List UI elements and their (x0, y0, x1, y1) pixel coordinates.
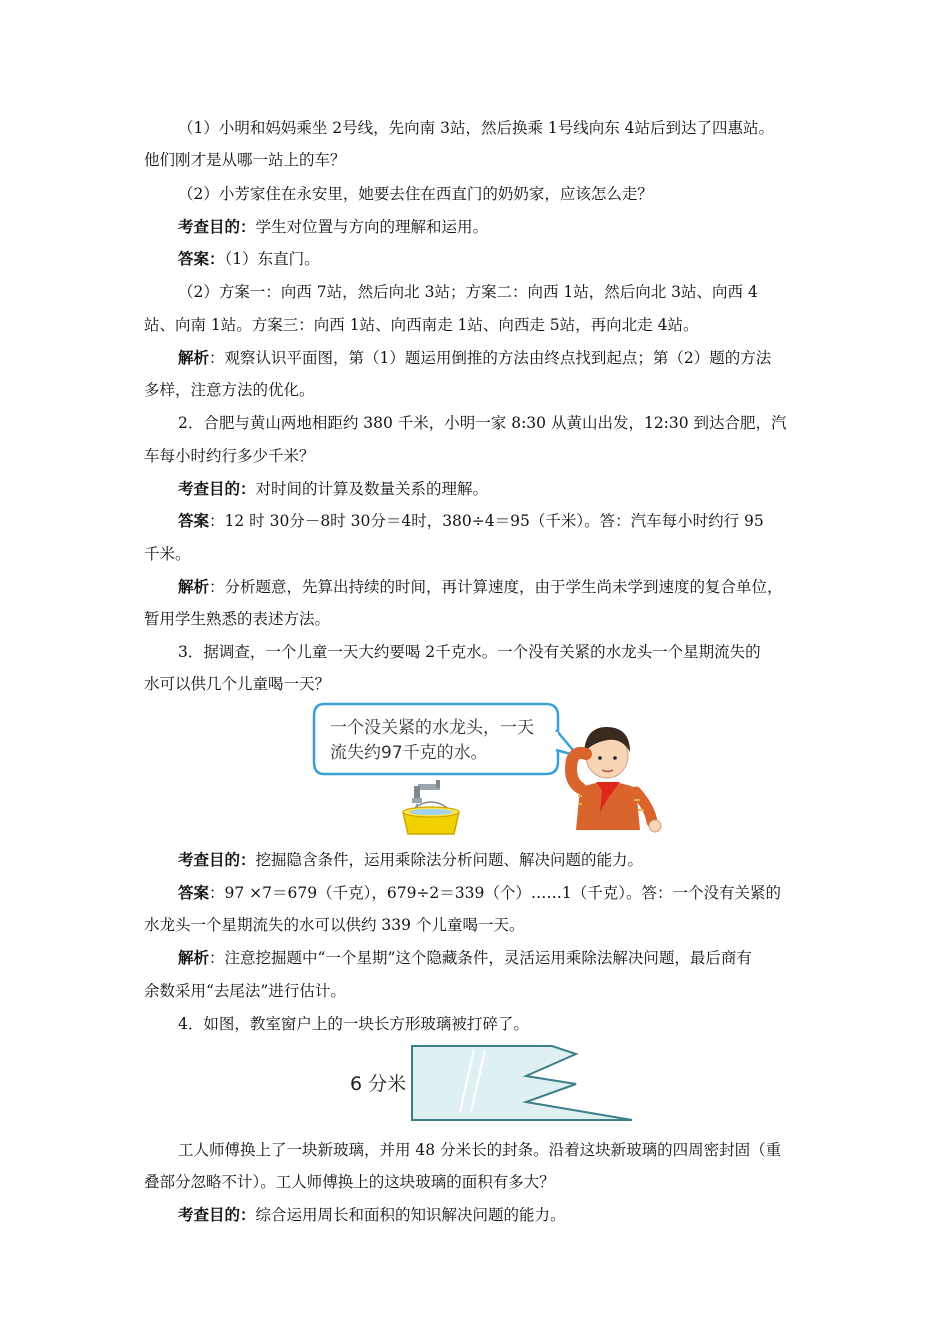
q1-analysis-line2: 多样，注意方法的优化。 (144, 381, 315, 399)
analysis-text: ：分析题意，先算出持续的时间，再计算速度，由于学生尚未学到速度的复合单位， (209, 578, 783, 596)
answer-text: ：97 ×7＝679（千克），679÷2＝339（个）……1（千克）。答：一个没有关紧的 (209, 884, 781, 902)
purpose-text: 综合运用周长和面积的知识解决问题的能力。 (255, 1206, 566, 1224)
analysis-label: 解析 (178, 348, 210, 367)
purpose-label: 考查目的： (178, 217, 256, 236)
analysis-label: 解析 (178, 577, 210, 596)
q2-analysis-line2: 暂用学生熟悉的表述方法。 (144, 610, 331, 628)
purpose-label: 考查目的： (178, 1205, 256, 1224)
boy-illustration (571, 727, 661, 832)
q3-purpose (178, 850, 643, 870)
purpose-text: 挖掘隐含条件，运用乘除法分析问题、解决问题的能力。 (255, 851, 644, 869)
q2-answer-line2: 千米。 (144, 545, 191, 563)
q1-purpose (178, 217, 488, 237)
answer-label: 答案： (178, 249, 225, 268)
q2-answer-line1 (178, 511, 764, 531)
purpose-label: 考查目的： (178, 479, 256, 498)
q3-analysis-line1 (178, 948, 752, 968)
answer-text: ：12 时 30分－8时 30分＝4时，380÷4＝95（千米）。答：汽车每小时约行 95 (209, 512, 764, 530)
q3-line1: 3．据调查，一个儿童一天大约要喝 2千克水。一个没有关紧的水龙头一个星期流失的 (178, 643, 761, 661)
q2-analysis-line1 (178, 577, 783, 597)
q1-analysis-line1 (178, 348, 771, 368)
q2-line1: 2．合肥与黄山两地相距约 380 千米，小明一家 8:30 从黄山出发，12:30 到达合肥，汽 (178, 414, 787, 432)
water-faucet-illustration (310, 700, 670, 840)
bubble-line1: 一个没关紧的水龙头，一天 (330, 718, 534, 738)
bubble-line2: 流失约97千克的水。 (330, 743, 488, 763)
purpose-label: 考查目的： (178, 850, 256, 869)
answer-label: 答案 (178, 511, 210, 530)
purpose-text: 对时间的计算及数量关系的理解。 (255, 480, 489, 498)
glass-pane (412, 1046, 632, 1120)
q2-purpose (178, 479, 488, 499)
q4-purpose (178, 1205, 566, 1225)
glass-height-label: 6 分米 (350, 1073, 407, 1095)
analysis-text: ：观察认识平面图，第（1）题运用倒推的方法由终点找到起点；第（2）题的方法 (209, 349, 772, 367)
q1-part2: （2）小芳家住在永安里，她要去住在西直门的奶奶家，应该怎么走？ (178, 185, 653, 203)
answer-label: 答案 (178, 883, 210, 902)
q4-text-line1: 工人师傅换上了一块新玻璃，并用 48 分米长的封条。沿着这块新玻璃的四周密封固（重 (178, 1141, 782, 1159)
analysis-text: ：注意挖掘题中“一个星期”这个隐藏条件，灵活运用乘除法解决问题，最后商有 (209, 949, 752, 967)
q1-answer2-line2: 站、向南 1站。方案三：向西 1站、向西南走 1站、向西走 5站，再向北走 4站。 (144, 316, 699, 334)
q1-answer (178, 249, 320, 269)
q3-line2: 水可以供几个儿童喝一天？ (144, 675, 331, 693)
broken-glass-figure (340, 1040, 640, 1126)
q2-line2: 车每小时约行多少千米？ (144, 447, 315, 465)
answer-text: （1）东直门。 (224, 250, 320, 268)
q1-part1-line2: 他们刚才是从哪一站上的车？ (144, 151, 346, 169)
q3-analysis-line2: 余数采用“去尾法”进行估计。 (144, 982, 346, 1000)
q4-line1: 4．如图，教室窗户上的一块长方形玻璃被打碎了。 (178, 1015, 529, 1033)
q1-answer2-line1: （2）方案一：向西 7站，然后向北 3站；方案二：向西 1站，然后向北 3站、向西 4 (178, 283, 758, 301)
q3-answer-line2: 水龙头一个星期流失的水可以供约 339 个儿童喝一天。 (144, 916, 525, 934)
q3-answer-line1 (178, 883, 781, 903)
q1-part1-line1: （1）小明和妈妈乘坐 2号线，先向南 3站，然后换乘 1号线向东 4站后到达了四惠站。 (178, 119, 775, 137)
speech-bubble (314, 704, 558, 774)
bubble-tail-mask (553, 732, 558, 748)
purpose-text: 学生对位置与方向的理解和运用。 (255, 218, 489, 236)
q4-text-line2: 叠部分忽略不计）。工人师傅换上的这块玻璃的面积有多大？ (144, 1173, 555, 1191)
analysis-label: 解析 (178, 948, 210, 967)
bucket-icon (403, 802, 459, 834)
